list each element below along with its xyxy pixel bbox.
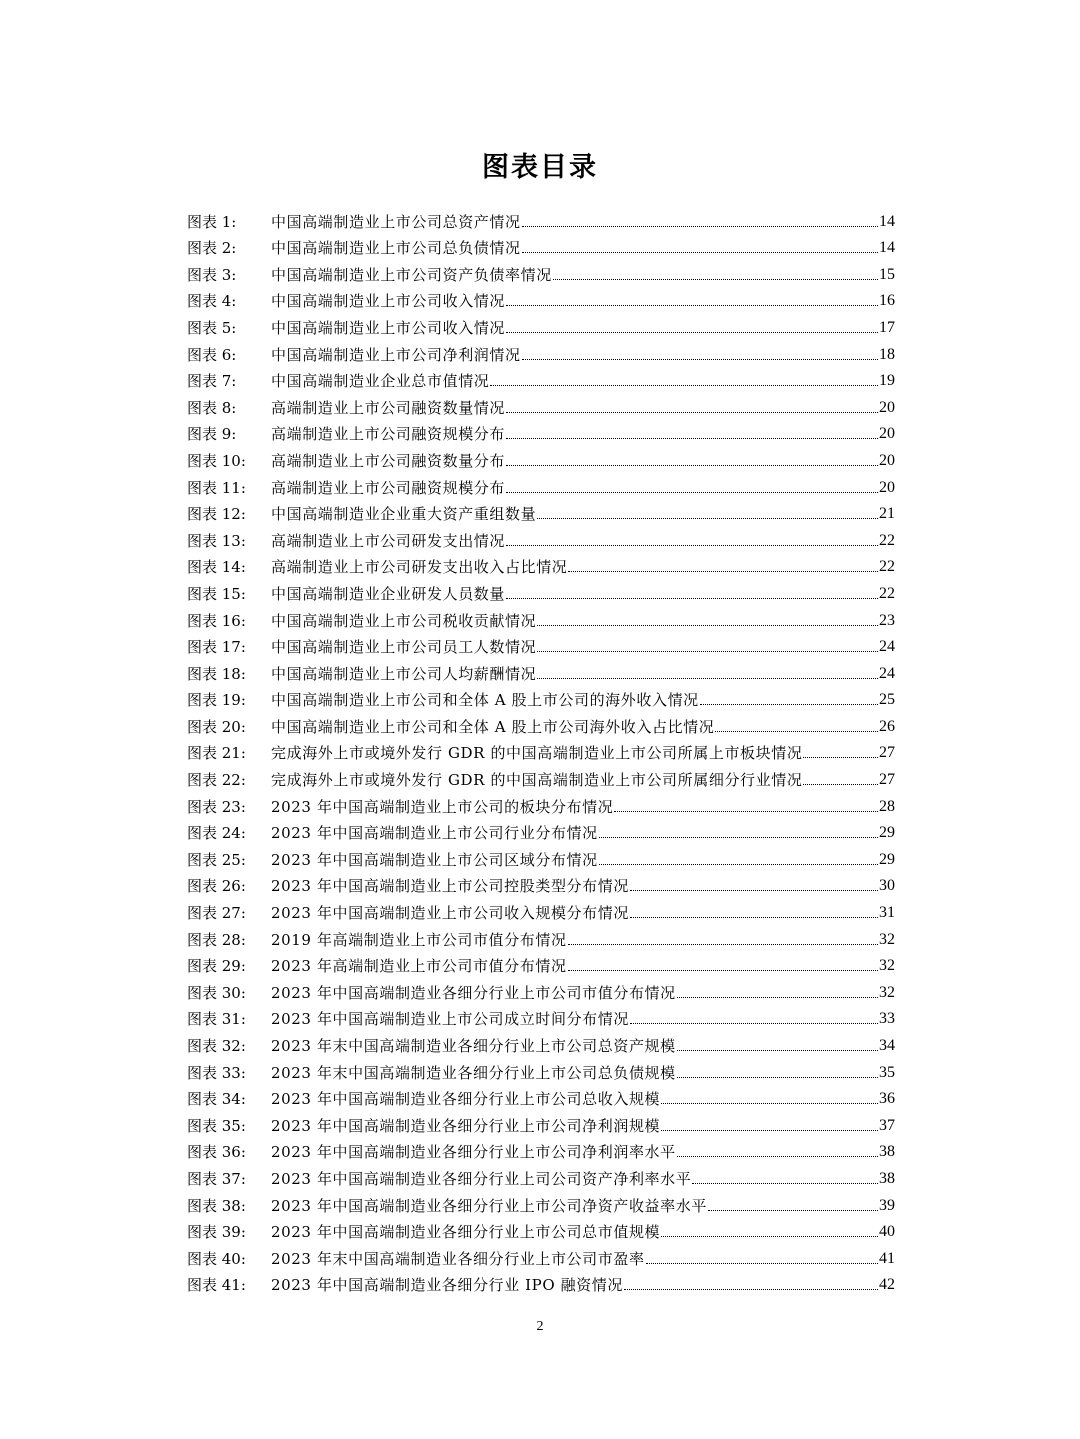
- toc-entry-title: 2023 年中国高端制造业各细分行业上市公司净资产收益率水平: [271, 1196, 707, 1215]
- toc-entry-label: 图表 1:: [187, 212, 237, 231]
- toc-entry-page: 24: [879, 638, 895, 656]
- toc-entry-page: 20: [879, 451, 895, 469]
- toc-entry-page: 29: [879, 824, 895, 842]
- dot-leader: [522, 226, 878, 227]
- toc-entry-label: 图表 27:: [187, 904, 246, 923]
- toc-entry-label: 图表 36:: [187, 1143, 246, 1162]
- toc-entry-title: 2019 年高端制造业上市公司市值分布情况: [271, 930, 567, 949]
- toc-entry-title: 2023 年中国高端制造业各细分行业上市公司净利润规模: [271, 1116, 661, 1135]
- toc-entry-label: 图表 31:: [187, 1010, 246, 1029]
- toc-entry-label: 图表 5:: [187, 318, 237, 337]
- toc-entry-label: 图表 22:: [187, 771, 246, 790]
- dot-leader: [661, 1130, 878, 1131]
- dot-leader: [630, 890, 878, 891]
- dot-leader: [506, 412, 878, 413]
- toc-entry-title: 中国高端制造业上市公司总资产情况: [271, 212, 521, 231]
- toc-entry-title: 高端制造业上市公司研发支出收入占比情况: [271, 558, 568, 577]
- dot-leader: [715, 731, 878, 732]
- dot-leader: [630, 1023, 878, 1024]
- toc-entry-label: 图表 20:: [187, 717, 246, 736]
- toc-entry-title: 2023 年中国高端制造业上市公司成立时间分布情况: [271, 1010, 629, 1029]
- page-title: 图表目录: [482, 152, 598, 184]
- toc-entry-title: 中国高端制造业上市公司和全体 A 股上市公司海外收入占比情况: [271, 717, 715, 736]
- toc-entry-page: 38: [879, 1169, 895, 1187]
- toc-entry-label: 图表 17:: [187, 638, 246, 657]
- toc-entry-page: 31: [879, 904, 895, 922]
- toc-entry[interactable]: [187, 1241, 895, 1268]
- toc-entry[interactable]: [187, 1082, 895, 1109]
- toc-entry[interactable]: [187, 497, 895, 524]
- toc-entry-label: 图表 18:: [187, 664, 246, 683]
- toc-entry-label: 图表 16:: [187, 611, 246, 630]
- dot-leader: [661, 1103, 878, 1104]
- dot-leader: [661, 1236, 878, 1237]
- toc-entry-title: 2023 年高端制造业上市公司市值分布情况: [271, 957, 567, 976]
- toc-entry-label: 图表 11:: [187, 478, 246, 497]
- toc-entry[interactable]: [187, 1002, 895, 1029]
- toc-entry-page: 21: [879, 505, 895, 523]
- toc-entry[interactable]: [187, 603, 895, 630]
- toc-entry-page: 36: [879, 1090, 895, 1108]
- dot-leader: [568, 571, 878, 572]
- toc-entry-label: 图表 26:: [187, 877, 246, 896]
- toc-entry[interactable]: [187, 364, 895, 391]
- toc-entry-page: 29: [879, 850, 895, 868]
- toc-entry-page: 27: [879, 744, 895, 762]
- toc-entry-page: 19: [879, 372, 895, 390]
- dot-leader: [624, 1289, 878, 1290]
- dot-leader: [490, 385, 878, 386]
- toc-entry-title: 中国高端制造业上市公司资产负债率情况: [271, 265, 552, 284]
- toc-entry-title: 中国高端制造业企业研发人员数量: [271, 584, 506, 603]
- toc-entry-title: 中国高端制造业上市公司总负债情况: [271, 239, 521, 258]
- toc-entry-title: 高端制造业上市公司融资规模分布: [271, 478, 506, 497]
- dot-leader: [803, 757, 878, 758]
- toc-entry-title: 2023 年中国高端制造业上市公司的板块分布情况: [271, 797, 614, 816]
- toc-entry-label: 图表 33:: [187, 1063, 246, 1082]
- toc-entry-page: 22: [879, 584, 895, 602]
- toc-entry-label: 图表 23:: [187, 797, 246, 816]
- toc-entry-label: 图表 30:: [187, 983, 246, 1002]
- toc-entry-page: 23: [879, 611, 895, 629]
- toc-entry[interactable]: [187, 1161, 895, 1188]
- toc-entry-label: 图表 10:: [187, 451, 246, 470]
- toc-entry-title: 中国高端制造业上市公司员工人数情况: [271, 638, 537, 657]
- dot-leader: [677, 1077, 878, 1078]
- dot-leader: [677, 1050, 878, 1051]
- page-number: 2: [536, 1319, 544, 1334]
- toc-entry-title: 高端制造业上市公司融资数量分布: [271, 451, 506, 470]
- toc-entry-title: 2023 年中国高端制造业上市公司行业分布情况: [271, 824, 598, 843]
- toc-entry-label: 图表 41:: [187, 1276, 246, 1295]
- toc-entry-label: 图表 13:: [187, 531, 246, 550]
- toc-entry-label: 图表 28:: [187, 930, 246, 949]
- toc-entry-label: 图表 29:: [187, 957, 246, 976]
- dot-leader: [599, 864, 878, 865]
- toc-entry-title: 2023 年中国高端制造业上市公司区域分布情况: [271, 850, 598, 869]
- toc-entry[interactable]: [187, 789, 895, 816]
- toc-entry-page: 14: [879, 239, 895, 257]
- toc-entry[interactable]: [187, 895, 895, 922]
- toc-entry-label: 图表 24:: [187, 824, 246, 843]
- dot-leader: [537, 651, 878, 652]
- toc-entry[interactable]: [187, 1135, 895, 1162]
- toc-entry-title: 中国高端制造业上市公司税收贡献情况: [271, 611, 537, 630]
- toc-entry-title: 2023 年中国高端制造业各细分行业上市公司净利润率水平: [271, 1143, 676, 1162]
- dot-leader: [506, 332, 878, 333]
- toc-entry-page: 42: [879, 1276, 895, 1294]
- toc-entry-title: 2023 年中国高端制造业各细分行业上市公司总市值规模: [271, 1223, 661, 1242]
- toc-entry-title: 2023 年中国高端制造业各细分行业上市公司市值分布情况: [271, 983, 676, 1002]
- toc-entry-page: 14: [879, 212, 895, 230]
- toc-entry-label: 图表 14:: [187, 558, 246, 577]
- toc-entry-title: 中国高端制造业上市公司和全体 A 股上市公司的海外收入情况: [271, 691, 699, 710]
- toc-entry-page: 38: [879, 1143, 895, 1161]
- dot-leader: [614, 811, 878, 812]
- toc-entry-title: 2023 年末中国高端制造业各细分行业上市公司总资产规模: [271, 1037, 676, 1055]
- dot-leader: [522, 359, 878, 360]
- toc-entry-title: 高端制造业上市公司研发支出情况: [271, 531, 506, 550]
- dot-leader: [568, 944, 878, 945]
- toc-entry-title: 完成海外上市或境外发行 GDR 的中国高端制造业上市公司所属细分行业情况: [271, 771, 803, 790]
- toc-entry[interactable]: [187, 869, 895, 896]
- dot-leader: [677, 1156, 878, 1157]
- toc-entry[interactable]: [187, 443, 895, 470]
- toc-entry-page: 33: [879, 1010, 895, 1028]
- toc-entry-label: 图表 2:: [187, 239, 237, 258]
- toc-entry[interactable]: [187, 523, 895, 550]
- dot-leader: [506, 598, 878, 599]
- toc-entry[interactable]: [187, 310, 895, 337]
- toc-entry-label: 图表 21:: [187, 744, 246, 763]
- toc-entry-page: 24: [879, 664, 895, 682]
- dot-leader: [506, 545, 878, 546]
- toc-entry-page: 15: [879, 265, 895, 283]
- toc-entry-title: 2023 年中国高端制造业各细分行业上市公司总收入规模: [271, 1090, 661, 1109]
- toc-entry-page: 18: [879, 345, 895, 363]
- toc-entry[interactable]: [187, 949, 895, 976]
- toc-entry[interactable]: [187, 1055, 895, 1082]
- toc-entry[interactable]: [187, 576, 895, 603]
- dot-leader: [692, 1183, 878, 1184]
- toc-entry[interactable]: [187, 390, 895, 417]
- toc-entry-title: 中国高端制造业企业重大资产重组数量: [271, 505, 537, 524]
- toc-entry[interactable]: [187, 842, 895, 869]
- dot-leader: [506, 305, 878, 306]
- dot-leader: [506, 465, 878, 466]
- toc-entry-page: 37: [879, 1116, 895, 1134]
- table-of-figures: [187, 204, 895, 1294]
- toc-entry-page: 20: [879, 398, 895, 416]
- toc-entry[interactable]: [187, 656, 895, 683]
- toc-entry-page: 32: [879, 957, 895, 975]
- toc-entry-label: 图表 8:: [187, 398, 237, 417]
- toc-entry-label: 图表 34:: [187, 1090, 246, 1109]
- toc-entry-title: 中国高端制造业上市公司收入情况: [271, 318, 506, 337]
- dot-leader: [677, 997, 878, 998]
- toc-entry-title: 完成海外上市或境外发行 GDR 的中国高端制造业上市公司所属上市板块情况: [271, 744, 803, 763]
- toc-entry-label: 图表 25:: [187, 850, 246, 869]
- toc-entry-page: 25: [879, 691, 895, 709]
- toc-entry-label: 图表 3:: [187, 265, 237, 284]
- toc-entry[interactable]: [187, 816, 895, 843]
- toc-entry-title: 高端制造业上市公司融资数量情况: [271, 398, 506, 417]
- toc-entry-title: 2023 年末中国高端制造业各细分行业上市公司市盈率: [271, 1249, 645, 1268]
- toc-entry-page: 22: [879, 558, 895, 576]
- toc-entry-page: 17: [879, 318, 895, 336]
- toc-entry[interactable]: [187, 1028, 895, 1055]
- toc-entry[interactable]: [187, 736, 895, 763]
- toc-entry-page: 20: [879, 478, 895, 496]
- toc-entry-title: 2023 年中国高端制造业上市公司控股类型分布情况: [271, 877, 629, 896]
- toc-entry-title: 2023 年中国高端制造业各细分行业 IPO 融资情况: [271, 1276, 623, 1295]
- toc-entry[interactable]: [187, 975, 895, 1002]
- toc-entry-page: 27: [879, 771, 895, 789]
- toc-entry[interactable]: [187, 550, 895, 577]
- toc-entry-page: 34: [879, 1037, 895, 1054]
- toc-entry[interactable]: [187, 709, 895, 736]
- toc-entry[interactable]: [187, 922, 895, 949]
- toc-entry-title: 中国高端制造业上市公司人均薪酬情况: [271, 664, 537, 683]
- toc-entry-page: 32: [879, 983, 895, 1001]
- toc-entry-page: 32: [879, 930, 895, 948]
- toc-entry-title: 高端制造业上市公司融资规模分布: [271, 425, 506, 444]
- dot-leader: [646, 1263, 878, 1264]
- dot-leader: [708, 1210, 878, 1211]
- toc-entry-title: 中国高端制造业上市公司净利润情况: [271, 345, 521, 364]
- toc-entry-title: 2023 年末中国高端制造业各细分行业上市公司总负债规模: [271, 1063, 676, 1082]
- toc-entry-page: 26: [879, 717, 895, 735]
- toc-entry-page: 35: [879, 1063, 895, 1081]
- dot-leader: [506, 438, 878, 439]
- toc-entry-title: 中国高端制造业上市公司收入情况: [271, 292, 506, 311]
- toc-entry-label: 图表 19:: [187, 691, 246, 710]
- toc-entry-page: 39: [879, 1196, 895, 1214]
- toc-entry-page: 28: [879, 797, 895, 815]
- toc-entry[interactable]: [187, 683, 895, 710]
- toc-entry[interactable]: [187, 204, 895, 231]
- dot-leader: [537, 625, 878, 626]
- toc-entry[interactable]: [187, 337, 895, 364]
- toc-entry[interactable]: [187, 284, 895, 311]
- toc-entry-title: 中国高端制造业企业总市值情况: [271, 372, 490, 391]
- toc-entry-page: 22: [879, 531, 895, 549]
- dot-leader: [700, 704, 878, 705]
- toc-entry-label: 图表 37:: [187, 1169, 246, 1188]
- toc-entry-label: 图表 38:: [187, 1196, 246, 1215]
- toc-entry[interactable]: [187, 417, 895, 444]
- toc-entry[interactable]: [187, 1215, 895, 1242]
- dot-leader: [803, 784, 878, 785]
- toc-entry-label: 图表 12:: [187, 505, 246, 524]
- dot-leader: [537, 678, 878, 679]
- toc-entry[interactable]: [187, 1188, 895, 1215]
- toc-entry-label: 图表 9:: [187, 425, 237, 444]
- toc-entry-page: 41: [879, 1249, 895, 1267]
- dot-leader: [506, 492, 878, 493]
- toc-entry-label: 图表 6:: [187, 345, 237, 364]
- toc-entry[interactable]: [187, 257, 895, 284]
- toc-entry-page: 30: [879, 877, 895, 895]
- toc-entry[interactable]: [187, 630, 895, 657]
- toc-entry[interactable]: [187, 231, 895, 258]
- toc-entry-label: 图表 39:: [187, 1223, 246, 1242]
- dot-leader: [537, 518, 878, 519]
- toc-entry-label: 图表 15:: [187, 584, 246, 603]
- dot-leader: [553, 279, 878, 280]
- dot-leader: [568, 970, 878, 971]
- dot-leader: [522, 252, 878, 253]
- toc-entry-page: 20: [879, 425, 895, 443]
- toc-entry[interactable]: [187, 1108, 895, 1135]
- toc-entry-label: 图表 7:: [187, 372, 237, 391]
- toc-entry-title: 2023 年中国高端制造业上市公司收入规模分布情况: [271, 904, 629, 923]
- toc-entry-label: 图表 32:: [187, 1037, 246, 1055]
- toc-entry-page: 40: [879, 1223, 895, 1241]
- toc-entry-page: 16: [879, 292, 895, 310]
- toc-entry-label: 图表 35:: [187, 1116, 246, 1135]
- toc-entry-label: 图表 4:: [187, 292, 237, 311]
- toc-entry[interactable]: [187, 470, 895, 497]
- toc-entry-title: 2023 年中国高端制造业各细分行业上司公司资产净利率水平: [271, 1169, 692, 1188]
- dot-leader: [599, 837, 878, 838]
- toc-entry-label: 图表 40:: [187, 1249, 246, 1268]
- toc-entry[interactable]: [187, 1268, 895, 1295]
- toc-entry[interactable]: [187, 762, 895, 789]
- dot-leader: [630, 917, 878, 918]
